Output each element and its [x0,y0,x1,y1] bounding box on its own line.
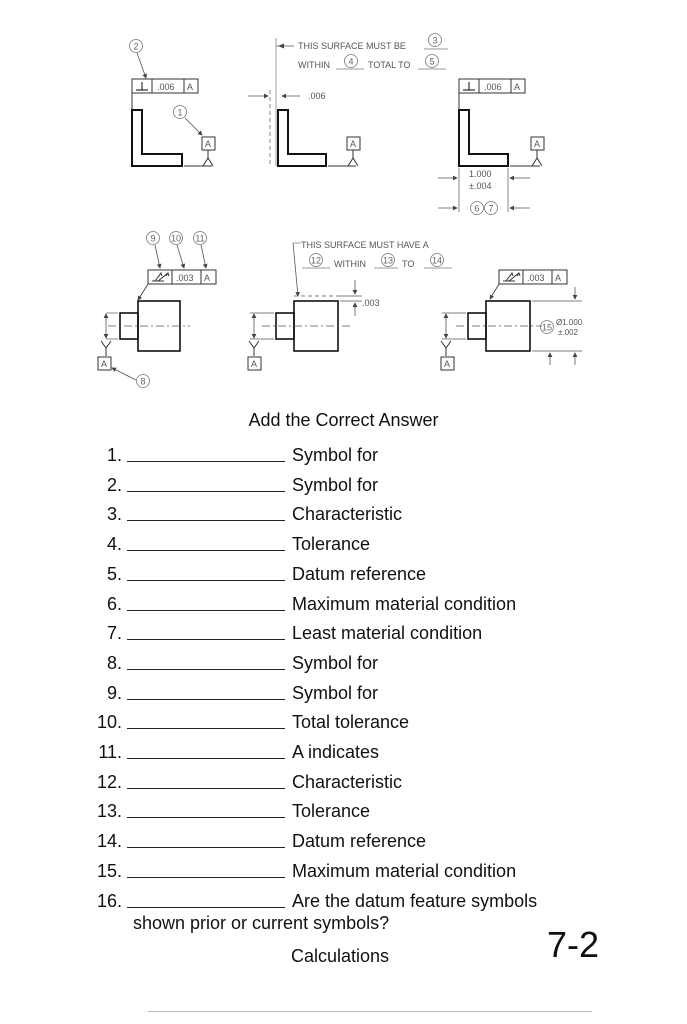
datum-a-right: A [534,139,541,149]
bubble-5-text: 5 [429,56,435,67]
fcf-runout-right-datum: A [555,273,562,283]
question-row [0,532,687,556]
dim-main: 1.000 [469,169,492,179]
question-number: 7. [106,623,122,643]
question-row [0,502,687,526]
question-text: A indicates [292,742,380,762]
datum-a-br: A [444,359,451,369]
perpendicularity-icon [136,82,148,90]
dim-dia-tol: ±.002 [558,328,578,337]
bubble-11-text: 11 [195,233,205,244]
question-text: Maximum material condition [292,594,517,614]
bubble-1-text: 1 [177,107,183,118]
question-16-continuation: shown prior or current symbols? [133,913,390,933]
question-number: 6. [106,594,122,614]
bubble-8-text: 8 [140,376,146,387]
answer-blank[interactable] [127,610,285,611]
answer-blank[interactable] [127,580,285,581]
question-row [0,889,687,913]
answer-blank[interactable] [127,788,285,789]
question-text: Least material condition [292,623,483,643]
question-text: Characteristic [292,504,403,524]
answer-blank[interactable] [127,669,285,670]
runout-zone-middle [248,240,452,370]
bubble-3-text: 3 [432,35,438,46]
question-row [0,473,687,497]
note-surface-top: THIS SURFACE MUST BE [298,41,406,51]
fcf-left-datum: A [187,82,194,92]
answer-blank[interactable] [127,817,285,818]
note-surface-bottom: THIS SURFACE MUST HAVE A [301,240,429,250]
question-text: Symbol for [292,475,379,495]
answer-blank[interactable] [127,461,285,462]
question-text: Are the datum feature symbols [292,891,538,911]
perpendicularity-part-left [130,40,216,167]
answer-blank[interactable] [127,550,285,551]
answer-blank[interactable] [127,699,285,700]
question-row [0,621,687,645]
question-row [0,859,687,883]
question-row [0,770,687,794]
datum-a-bm: A [251,359,258,369]
question-row [0,443,687,467]
answer-blank[interactable] [127,728,285,729]
question-row [0,562,687,586]
dimensioned-part-right [438,79,544,215]
answer-blank[interactable] [127,491,285,492]
bubble-14-text: 14 [431,255,443,266]
note-within-bottom: WITHIN [334,259,366,269]
fcf-runout-left-value: .003 [176,273,194,283]
question-row [0,710,687,734]
section-heading: Add the Correct Answer [248,410,439,430]
bubble-15-text: 15 [541,322,553,333]
bubble-2-text: 2 [133,41,139,52]
note-to-bottom: TO [402,259,415,269]
question-text: Tolerance [292,801,371,821]
fcf-runout-right-value: .003 [527,273,545,283]
question-number: 10. [96,712,122,732]
bubble-13-text: 13 [382,255,394,266]
dim-dia: Ø1.000 [556,318,583,327]
fcf-right-value: .006 [484,82,502,92]
note-within-top: WITHIN [298,60,330,70]
runout-part-left [98,232,216,388]
question-row [0,829,687,853]
question-number: 12. [96,772,122,792]
question-number: 8. [106,653,122,673]
question-text: Symbol for [292,653,379,673]
question-row [0,799,687,823]
question-row [0,740,687,764]
page-number: 7-2 [547,924,600,965]
question-row [0,592,687,616]
question-number: 3. [106,504,122,524]
datum-a-mid: A [350,139,357,149]
answer-blank[interactable] [127,639,285,640]
bubble-12-text: 12 [310,255,322,266]
question-number: 15. [96,861,122,881]
dim-tol: ±.004 [469,181,492,191]
datum-a-left: A [205,139,212,149]
datum-a-bl: A [101,359,108,369]
answer-blank[interactable] [127,758,285,759]
question-text: Symbol for [292,683,379,703]
calculations-label: Calculations [291,946,390,966]
bubble-4-text: 4 [348,56,354,67]
question-number: 11. [98,742,122,762]
fcf-right-datum: A [514,82,521,92]
question-text: Maximum material condition [292,861,517,881]
bottom-divider [148,1011,592,1012]
question-number: 13. [96,801,122,821]
question-number: 1. [106,445,122,465]
question-text: Total tolerance [292,712,410,732]
question-text: Symbol for [292,445,379,465]
question-text: Tolerance [292,534,371,554]
tol-bottom-mid: .003 [362,298,380,308]
fcf-left-value: .006 [157,82,175,92]
fcf-runout-left-datum: A [204,273,211,283]
question-text: Datum reference [292,831,427,851]
bubble-6-text: 6 [474,203,480,214]
question-row [0,681,687,705]
gdt-drawing [0,0,687,400]
question-number: 16. [96,891,122,911]
tol-top-mid: .006 [308,91,326,101]
answer-blank[interactable] [127,847,285,848]
answer-blank[interactable] [127,520,285,521]
bubble-7-text: 7 [488,203,494,214]
perpendicularity-icon [463,82,475,90]
note-total-top: TOTAL TO [368,60,411,70]
question-number: 4. [106,534,122,554]
question-number: 2. [106,475,122,495]
bubble-10-text: 10 [170,233,182,244]
question-row [0,651,687,675]
bubble-9-text: 9 [150,233,156,244]
total-runout-icon [152,273,169,281]
question-text: Datum reference [292,564,427,584]
runout-part-right [441,270,583,370]
question-text: Characteristic [292,772,403,792]
question-number: 9. [106,683,122,703]
question-number: 5. [106,564,122,584]
tolerance-zone-middle [248,34,448,167]
question-number: 14. [96,831,122,851]
answer-blank[interactable] [127,877,285,878]
answer-blank[interactable] [127,907,285,908]
total-runout-icon [503,273,520,281]
